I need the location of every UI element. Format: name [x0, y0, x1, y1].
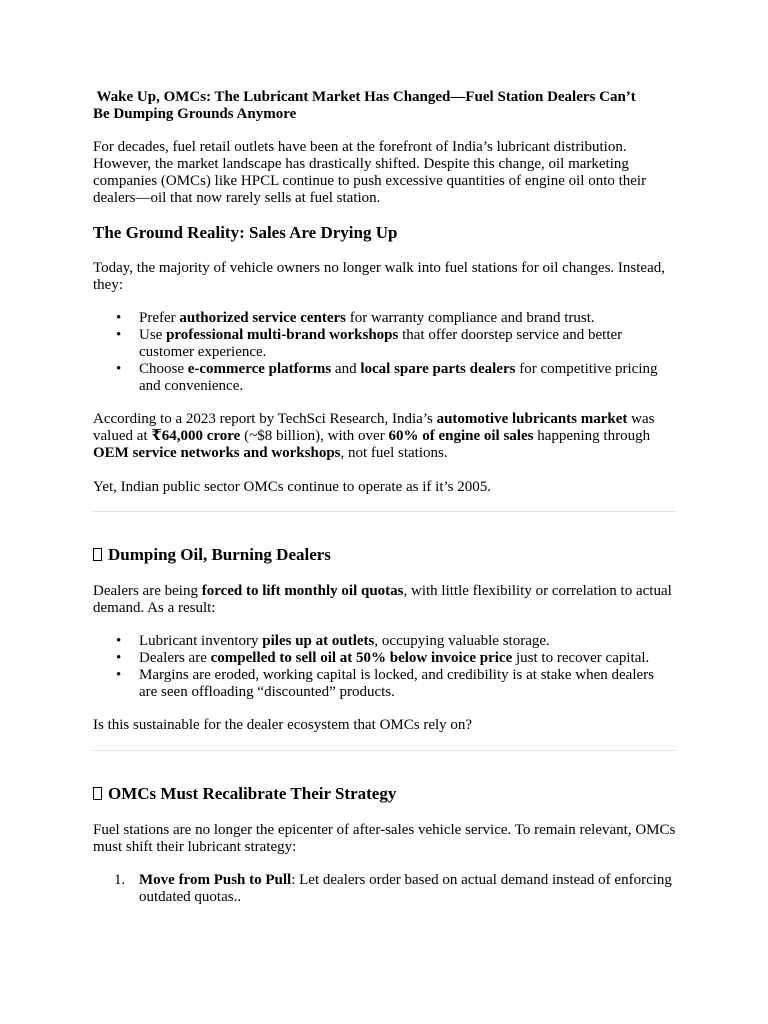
list-item: • Margins are eroded, working capital is locked, and credibility is at stake when dealers are seen offloading “discounted” products. — [116, 667, 654, 700]
bullet-icon: • — [116, 667, 122, 683]
heading-ground-reality: The Ground Reality: Sales Are Drying Up — [93, 223, 398, 242]
list-item: • Lubricant inventory piles up at outlets, occupying valuable storage. — [116, 633, 550, 649]
bullet-icon: • — [116, 310, 122, 326]
market-report-paragraph: According to a 2023 report by TechSci Research, India’s automotive lubricants market was valued at ₹64,000 crore (~$8 billion), with over 60% of engine oil sales happening through OEM service networks and workshops, not fuel stations. — [93, 411, 655, 461]
bullet-icon: • — [116, 327, 122, 343]
list-item: • Prefer authorized service centers for warranty compliance and brand trust. — [116, 310, 595, 326]
list-item: • Choose e-commerce platforms and local spare parts dealers for competitive pricing and convenience. — [116, 361, 658, 394]
list-item: • Use professional multi-brand workshops that offer doorstep service and better customer experience. — [116, 327, 623, 360]
missing-glyph-icon — [93, 548, 102, 561]
section-divider — [93, 511, 676, 512]
bullet-icon: • — [116, 633, 122, 649]
strategy-steps-list — [93, 872, 676, 906]
strategy-lead-paragraph: Fuel stations are no longer the epicenter of after-sales vehicle service. To remain relevant, OMCs must shift their lubricant strategy: — [93, 822, 676, 855]
ground-closing-paragraph: Yet, Indian public sector OMCs continue to operate as if it’s 2005. — [93, 479, 491, 495]
dumping-lead-paragraph: Dealers are being forced to lift monthly oil quotas, with little flexibility or correlation to actual demand. As a result: — [93, 583, 672, 616]
intro-paragraph: For decades, fuel retail outlets have been at the forefront of India’s lubricant distribution. However, the market landscape has drastically shifted. Despite this change, oil marketing companies (OMCs) like HPCL continue to push excessive quantities of engine oil onto their dealers—oil that now rarely sells at fuel station. — [93, 139, 647, 206]
service-options-list — [93, 310, 676, 395]
section-divider — [93, 750, 676, 751]
dumping-closing-paragraph: Is this sustainable for the dealer ecosystem that OMCs rely on? — [93, 717, 473, 733]
heading-recalibrate-strategy: OMCs Must Recalibrate Their Strategy — [93, 784, 676, 804]
ground-lead-paragraph: Today, the majority of vehicle owners no longer walk into fuel stations for oil changes. Instead, they: — [93, 260, 665, 293]
article-title: Wake Up, OMCs: The Lubricant Market Has Changed—Fuel Station Dealers Can’t Be Dumping Grounds Anymore — [93, 89, 636, 122]
dealer-impact-list — [93, 633, 676, 701]
list-item: • Dealers are compelled to sell oil at 50% below invoice price just to recover capital. — [116, 650, 650, 666]
bullet-icon: • — [116, 361, 122, 377]
heading-dumping-oil: Dumping Oil, Burning Dealers — [93, 545, 676, 565]
missing-glyph-icon — [93, 787, 102, 800]
list-item: 1. Move from Push to Pull: Let dealers order based on actual demand instead of enforcing outdated quotas.. — [114, 872, 672, 905]
bullet-icon: • — [116, 650, 122, 666]
